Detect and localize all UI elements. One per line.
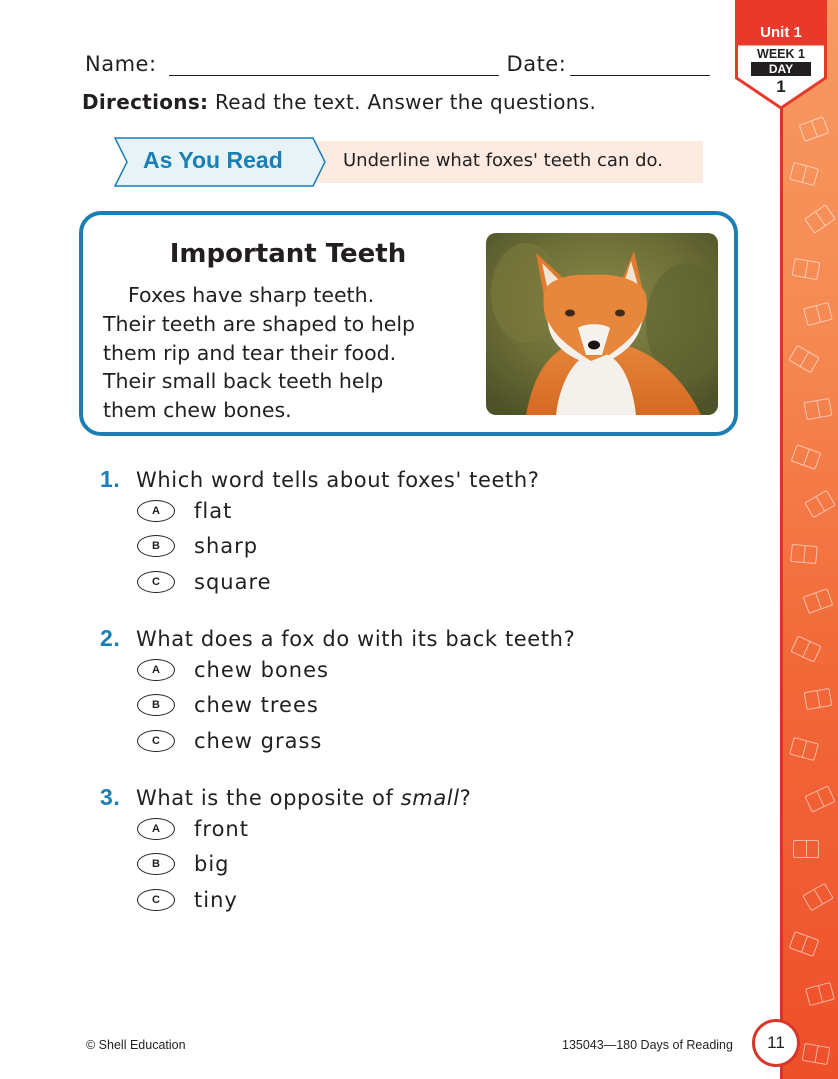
book-icon [788, 345, 820, 374]
passage-title: Important Teeth [169, 239, 407, 269]
passage-line: Their small back teeth help [103, 369, 384, 394]
question-stem [100, 466, 540, 493]
option-b[interactable] [137, 688, 575, 724]
unit-week-day-badge [735, 0, 827, 112]
question-text: What is the opposite of [136, 786, 401, 810]
option-a[interactable] [137, 652, 575, 688]
option-b[interactable] [137, 529, 540, 565]
option-c[interactable] [137, 723, 575, 759]
page-number: 11 [752, 1019, 800, 1067]
option-text: flat [194, 498, 233, 523]
side-decorative-strip [780, 0, 838, 1079]
option-a[interactable] [137, 493, 540, 529]
date-field[interactable] [570, 50, 710, 76]
option-text: tiny [194, 887, 238, 912]
answer-bubble-c[interactable]: C [137, 889, 175, 911]
question-text-end: ? [459, 786, 472, 810]
as-you-read-label: As You Read [143, 147, 283, 173]
option-text: chew grass [194, 728, 323, 753]
footer-copyright: © Shell Education [86, 1038, 186, 1052]
directions [82, 90, 596, 114]
answer-bubble-a[interactable]: A [137, 818, 175, 840]
question-text: What does a fox do with its back teeth? [136, 627, 576, 651]
book-icon [804, 688, 833, 710]
name-field[interactable] [169, 50, 499, 76]
book-icon [804, 204, 836, 234]
answer-bubble-c[interactable]: C [137, 730, 175, 752]
unit-label: Unit 1 [760, 24, 802, 41]
option-text: chew bones [194, 657, 329, 682]
directions-label: Directions: [82, 90, 209, 114]
option-b[interactable] [137, 847, 471, 883]
question-text: Which word tells about foxes' teeth? [136, 468, 540, 492]
question-number: 3. [100, 784, 121, 810]
book-icon [804, 785, 835, 812]
book-icon [802, 883, 834, 912]
passage-text[interactable] [103, 281, 483, 425]
fox-image-icon [486, 233, 718, 415]
book-icon [790, 635, 821, 662]
question-1 [100, 466, 540, 600]
book-icon [792, 258, 821, 280]
passage-line: Foxes have sharp teeth. [128, 283, 375, 307]
week-label: WEEK 1 [757, 47, 805, 61]
name-label: Name: [85, 52, 157, 76]
answer-bubble-b[interactable]: B [137, 853, 175, 875]
book-icon [803, 588, 834, 614]
option-text: square [194, 569, 272, 594]
passage-box [79, 211, 738, 436]
book-icon [803, 302, 833, 326]
book-icon [789, 737, 819, 761]
answer-bubble-a[interactable]: A [137, 500, 175, 522]
book-icon [804, 490, 836, 519]
option-c[interactable] [137, 564, 540, 600]
option-text: big [194, 852, 230, 877]
book-icon [802, 1043, 831, 1065]
option-a[interactable] [137, 811, 471, 847]
option-text: front [194, 816, 249, 841]
book-icon [793, 840, 819, 858]
question-stem [100, 625, 575, 652]
date-label: Date: [506, 52, 567, 76]
question-2 [100, 625, 575, 759]
book-icon [789, 931, 820, 957]
footer-book-title: 135043—180 Days of Reading [562, 1038, 733, 1052]
book-icon [805, 982, 835, 1006]
book-icon [799, 116, 830, 142]
passage-line: Their teeth are shaped to help [103, 311, 416, 336]
day-label: DAY [751, 62, 811, 76]
passage-line: them chew bones. [103, 398, 292, 423]
question-number: 1. [100, 466, 121, 492]
answer-bubble-a[interactable]: A [137, 659, 175, 681]
question-3 [100, 784, 471, 918]
name-date-row [85, 44, 720, 76]
question-number: 2. [100, 625, 121, 651]
as-you-read-instruction: Underline what foxes' teeth can do. [343, 150, 663, 171]
passage-line: them rip and tear their food. [103, 340, 397, 365]
option-text: chew trees [194, 693, 319, 718]
answer-bubble-b[interactable]: B [137, 535, 175, 557]
as-you-read-banner [113, 137, 705, 187]
book-icon [789, 162, 819, 186]
day-number: 1 [776, 77, 786, 96]
fox-photo [486, 233, 718, 415]
answer-bubble-b[interactable]: B [137, 694, 175, 716]
option-text: sharp [194, 534, 259, 559]
answer-bubble-c[interactable]: C [137, 571, 175, 593]
book-icon [790, 544, 817, 564]
directions-text: Read the text. Answer the questions. [208, 90, 597, 114]
book-icon [804, 398, 833, 420]
question-italic-word: small [400, 786, 460, 810]
book-icon [791, 444, 822, 470]
option-c[interactable] [137, 882, 471, 918]
question-stem [100, 784, 471, 811]
